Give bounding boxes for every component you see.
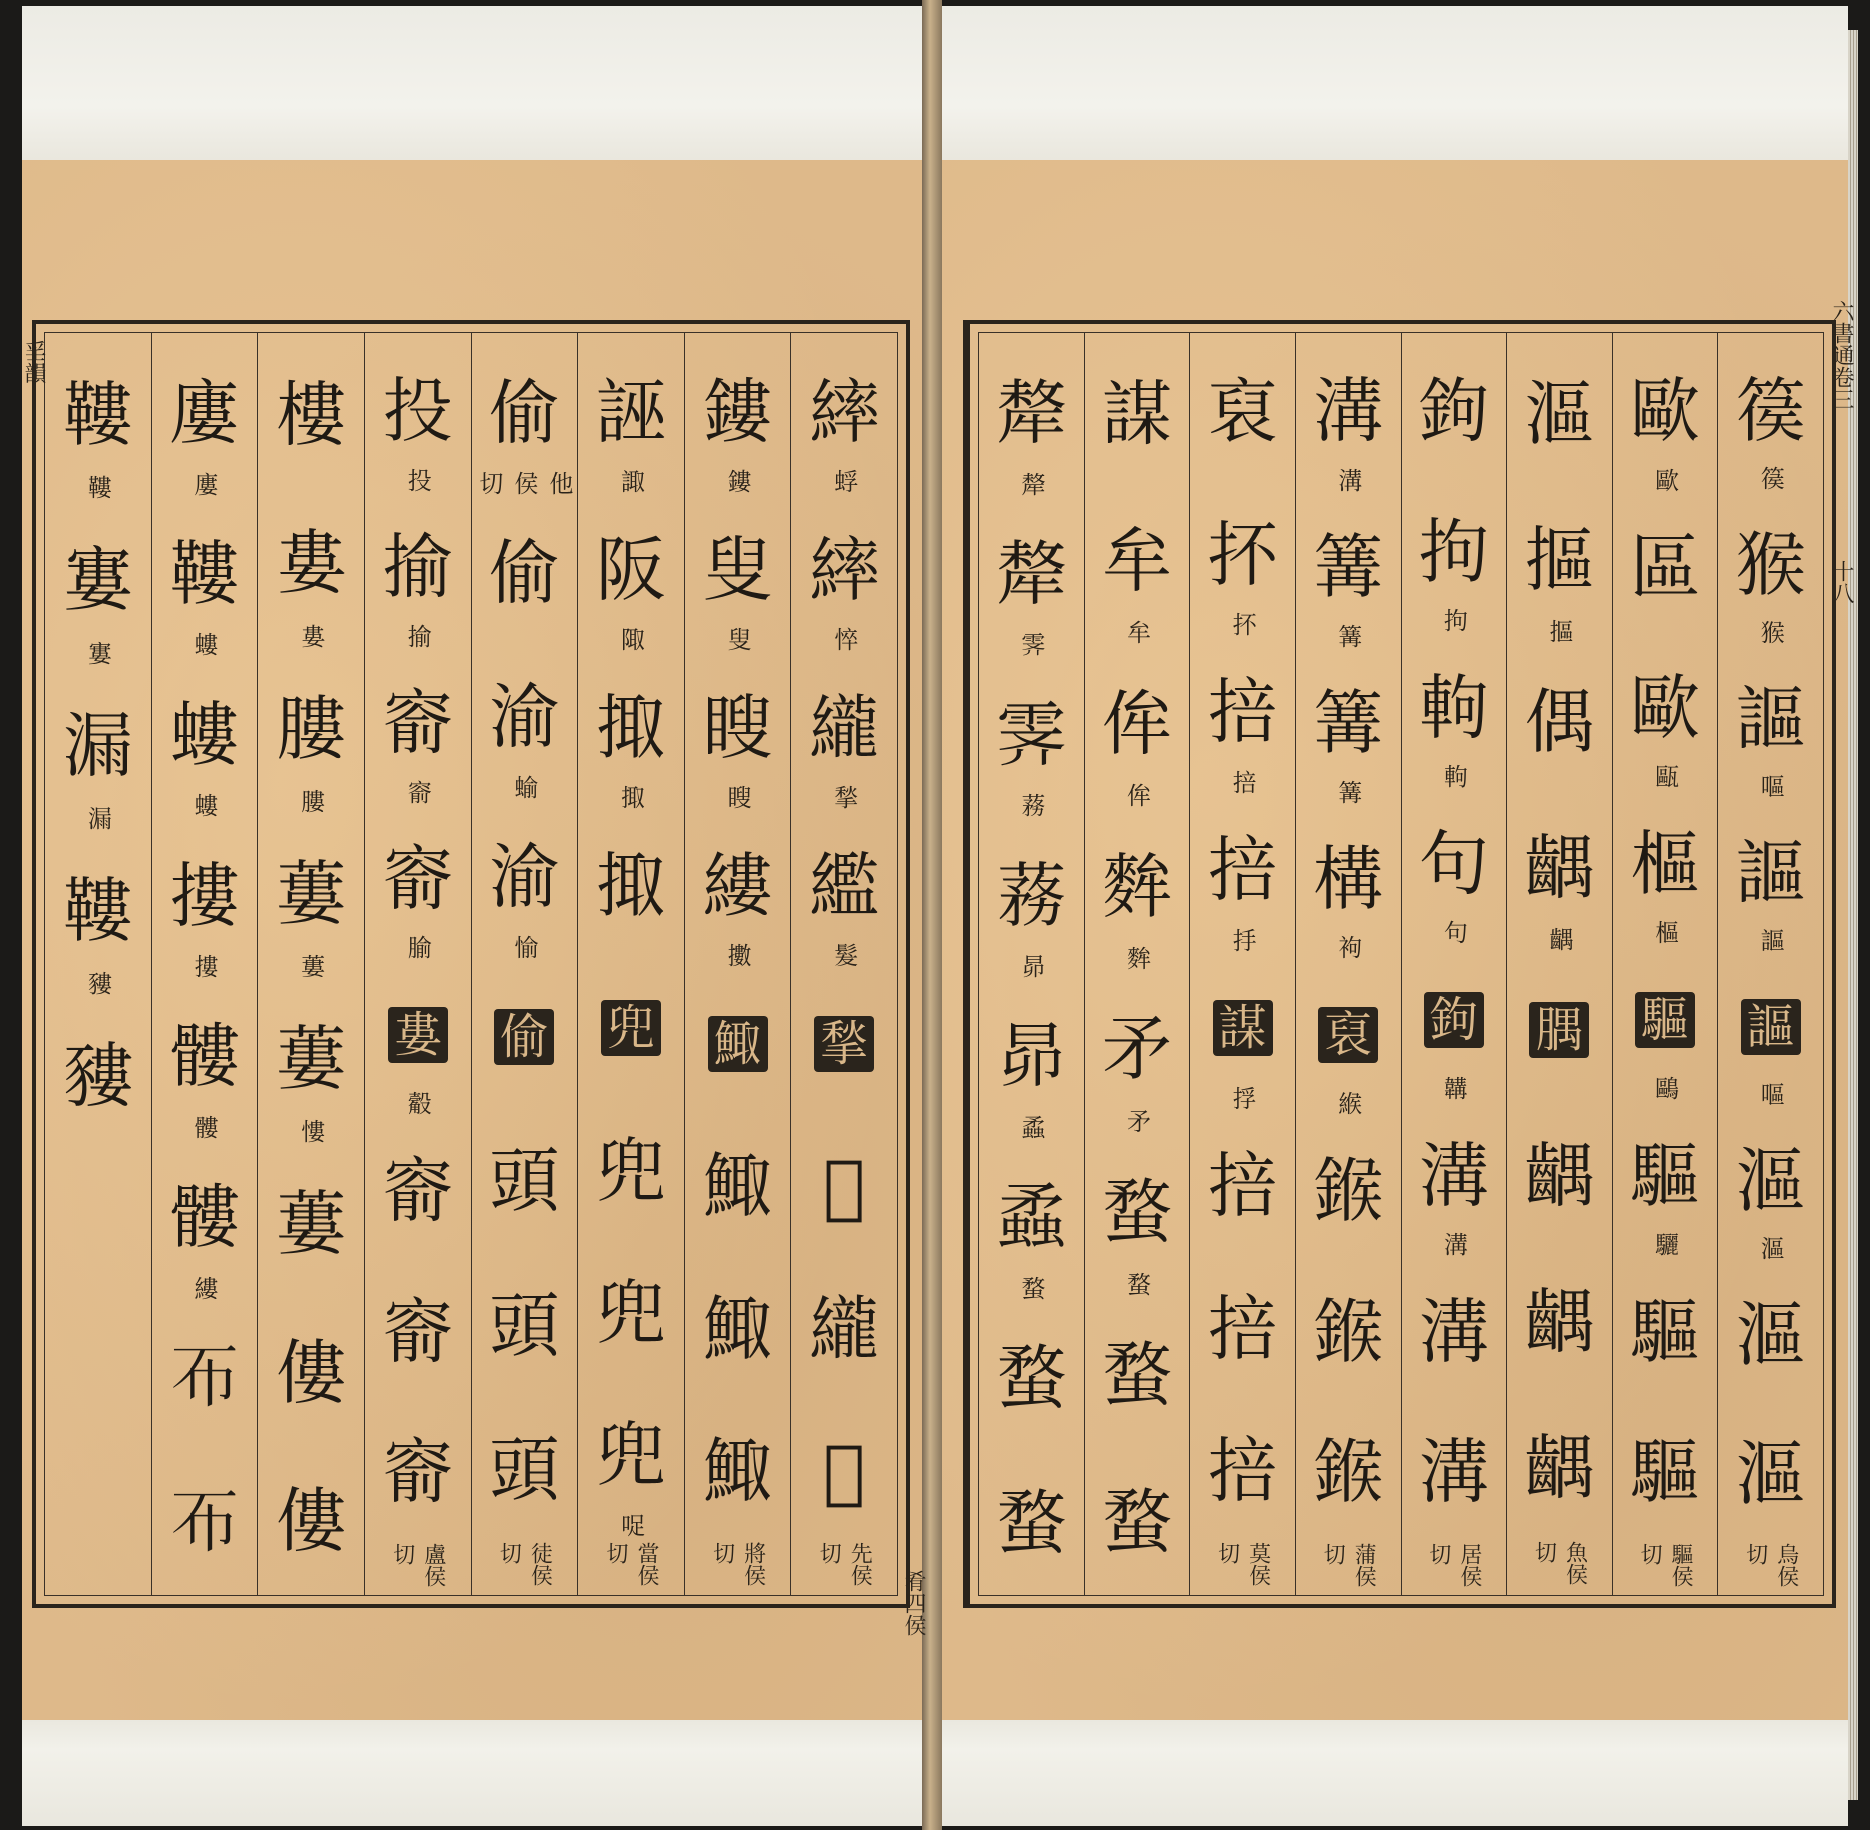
seal-character: 蝥 [1101, 1171, 1172, 1254]
seal-character: 阪 [595, 529, 666, 612]
fanqie-reading: 莫侯切 [1214, 1542, 1271, 1587]
seal-character [1318, 965, 1378, 1106]
seal-character: 窬 [382, 682, 453, 765]
seal-character: 膢 [276, 687, 347, 770]
seal-character [708, 973, 768, 1115]
seal-character: 昴 [996, 1015, 1067, 1098]
fanqie-reading: 居侯切 [1425, 1542, 1482, 1587]
right-page-frame [963, 320, 1836, 1608]
text-column [1189, 333, 1295, 1595]
regular-script-note: 緱 [1333, 1091, 1362, 1116]
seal-character: 拘 [1418, 511, 1489, 594]
seal-character: 漚 [1735, 1293, 1806, 1376]
regular-script-note: 揫 [829, 785, 858, 810]
left-page-frame [32, 320, 910, 1608]
fanqie-reading: 當侯切 [602, 1542, 659, 1587]
regular-script-note: 蝓 [509, 775, 538, 800]
fanqie-reading: 徒侯切 [496, 1541, 553, 1586]
seal-character: 謳 [1735, 831, 1806, 914]
seal-character: 𢁓 [169, 1337, 240, 1420]
regular-script-note: 䝏 [83, 971, 112, 996]
regular-script-note: 拘 [1439, 608, 1468, 633]
regular-script-note: 螻 [189, 793, 218, 818]
text-column [364, 333, 471, 1595]
regular-script-note: 廔 [189, 471, 218, 496]
regular-script-note: 髮 [829, 943, 858, 968]
regular-script-note: 哫 [616, 1512, 645, 1537]
regular-script-note: 窬 [403, 779, 432, 804]
regular-script-note: 摟 [189, 954, 218, 978]
seal-character: 謀 [1101, 373, 1172, 456]
regular-script-note: 甌 [1650, 764, 1679, 789]
seal-character: 漚 [1735, 1139, 1806, 1222]
regular-script-note: 螻 [189, 632, 218, 657]
seal-character: 掊 [1207, 1145, 1278, 1228]
seal-character: 偷 [489, 372, 560, 455]
regular-script-note: 鷗 [1650, 1076, 1679, 1101]
fanqie-reading: 先侯切 [816, 1542, 873, 1587]
regular-script-note: 猴 [1756, 620, 1785, 645]
seal-character: 猴 [1735, 523, 1806, 606]
regular-script-note: 昴 [1016, 954, 1045, 978]
page-stack [1848, 30, 1858, 1800]
seal-character: 𢁓 [169, 1481, 240, 1564]
fanqie-reading: 魚侯切 [1531, 1540, 1588, 1585]
seal-character: 瞍 [702, 687, 773, 770]
seal-character: 蝥 [996, 1481, 1067, 1564]
seal-character [494, 965, 554, 1109]
regular-script-note: 溝 [1439, 1232, 1468, 1257]
seal-character: 犛 [996, 533, 1067, 616]
seal-character: 鞻 [62, 869, 133, 952]
seal-character: 兜 [595, 1272, 666, 1355]
seal-character: 婁 [276, 522, 347, 605]
seal-character: 鯫 [702, 1287, 773, 1370]
seal-character: 篝 [1313, 526, 1384, 609]
seal-character: 蟊 [996, 1176, 1067, 1259]
seal-character: 摟 [169, 854, 240, 937]
seal-character: 蝥 [996, 1337, 1067, 1420]
rhyme-head-stamp: 裒 [1318, 1007, 1378, 1063]
seal-character: 溝 [1418, 1431, 1489, 1514]
rhyme-head-stamp: 偷 [494, 1009, 554, 1065]
seal-character: 驅 [1630, 1290, 1701, 1373]
seal-character: 漚 [1524, 372, 1595, 455]
seal-character: 窬 [382, 1431, 453, 1514]
seal-character: 窬 [382, 1149, 453, 1232]
right-top-label: 十八 [1829, 560, 1854, 604]
regular-script-note: 蝥 [1016, 1275, 1045, 1300]
fanqie-reading: 烏侯切 [1742, 1543, 1799, 1588]
text-column [1612, 333, 1718, 1595]
seal-character: 裒 [1207, 371, 1278, 454]
fanqie-reading: 將侯切 [709, 1542, 766, 1587]
seal-character: 掊 [1207, 1287, 1278, 1370]
seal-character: 矛 [1101, 1008, 1172, 1091]
seal-character: 頭 [489, 1140, 560, 1223]
regular-script-note: 謳 [1756, 928, 1785, 953]
regular-script-note: 寠 [83, 640, 112, 665]
seal-character: 侔 [1101, 682, 1172, 765]
regular-script-note: 齵 [1544, 926, 1573, 951]
seal-character: 鍭 [1313, 1290, 1384, 1373]
seal-character: 掊 [1207, 671, 1278, 754]
rhyme-head-stamp: 謀 [1213, 1000, 1273, 1056]
seal-character: 漏 [62, 704, 133, 787]
seal-character: 兜 [595, 1414, 666, 1497]
seal-character: 廔 [169, 372, 240, 455]
seal-character: 蓩 [996, 854, 1067, 937]
seal-character: 誣 [595, 371, 666, 454]
text-column [1717, 333, 1823, 1595]
regular-script-note: 歐 [1650, 467, 1679, 492]
regular-script-note: 漚 [1756, 1236, 1785, 1261]
right-columns [979, 333, 1823, 1595]
seal-character [601, 957, 661, 1099]
seal-character: 溝 [1418, 1290, 1489, 1373]
seal-character [1635, 949, 1695, 1090]
regular-script-note: 樞 [1650, 920, 1679, 945]
seal-character: 齵 [1524, 827, 1595, 910]
seal-character: 軥 [1418, 667, 1489, 749]
seal-character: 謳 [1735, 677, 1806, 760]
text-column [790, 333, 897, 1595]
seal-character: 霁 [996, 693, 1067, 776]
regular-script-note: 蜉 [829, 469, 858, 494]
seal-character: 句 [1418, 822, 1489, 905]
seal-character: 髏 [169, 1015, 240, 1098]
text-column [471, 333, 578, 1595]
regular-script-note: 慺 [296, 1119, 325, 1144]
regular-script-note: 諏 [616, 469, 645, 494]
seal-character: 麰 [1101, 845, 1172, 928]
regular-script-note: 觳 [403, 1091, 432, 1116]
seal-character: 蔞 [276, 852, 347, 935]
regular-script-note: 蔞 [296, 954, 325, 979]
regular-script-note: 漏 [83, 805, 112, 830]
seal-character: 歐 [1630, 370, 1701, 453]
seal-character: 䝏 [62, 1035, 133, 1118]
regular-script-note: 袧 [1333, 935, 1362, 960]
regular-script-note: 嘔 [1756, 1082, 1785, 1107]
seal-character: 螻 [169, 693, 240, 776]
rhyme-head-stamp: 兜 [601, 1000, 661, 1056]
rhyme-head-stamp: 鯫 [708, 1016, 768, 1072]
seal-character [388, 965, 448, 1106]
seal-character: 𦈏 [823, 1145, 866, 1228]
regular-script-note: 捊 [1228, 1085, 1257, 1110]
seal-character: 窬 [382, 838, 453, 921]
fanqie-reading: 蒲侯切 [1320, 1542, 1377, 1587]
regular-script-note: 婁 [296, 623, 325, 648]
seal-character: 樓 [276, 374, 347, 457]
regular-script-note: 溝 [1333, 467, 1362, 492]
regular-script-note: 矛 [1122, 1108, 1151, 1133]
seal-character: 齵 [1524, 1427, 1595, 1510]
regular-script-note: 他侯切 [474, 471, 573, 496]
seal-character: 齵 [1524, 1135, 1595, 1218]
seal-character [1424, 949, 1484, 1090]
regular-script-note: 掫 [616, 785, 645, 810]
rhyme-head-stamp: 謳 [1741, 999, 1801, 1055]
regular-script-note: 腧 [403, 935, 432, 960]
seal-character: 歐 [1630, 667, 1701, 749]
fanqie-reading: 盧侯切 [389, 1542, 446, 1587]
regular-script-note: 揄 [403, 623, 432, 648]
regular-script-note: 牟 [1122, 619, 1151, 644]
regular-script-note: 抔 [1228, 611, 1257, 636]
regular-script-note: 篝 [1333, 779, 1362, 804]
seal-character: 篝 [1313, 682, 1384, 765]
rhyme-head-stamp: 揫 [814, 1016, 874, 1072]
seal-character: 牟 [1101, 519, 1172, 602]
regular-script-note: 陬 [616, 627, 645, 652]
regular-script-note: 愉 [509, 935, 538, 960]
seal-character: 縷 [702, 845, 773, 928]
regular-script-note: 驪 [1650, 1232, 1679, 1257]
regular-script-note: 抙 [1228, 927, 1257, 952]
seal-character: 鏤 [702, 371, 773, 454]
regular-script-note: 擻 [723, 943, 752, 968]
left-columns [45, 333, 897, 1595]
seal-character: 掊 [1207, 1430, 1278, 1513]
seal-character: 構 [1313, 838, 1384, 921]
regular-script-note: 韝 [1439, 1076, 1468, 1101]
text-column [45, 333, 151, 1595]
seal-character: 叟 [702, 529, 773, 612]
regular-script-note: 瞍 [723, 785, 752, 810]
text-column [257, 333, 364, 1595]
book-gutter [922, 0, 942, 1830]
rhyme-head-stamp: 腢 [1529, 1002, 1589, 1058]
rhyme-head-stamp: 鉤 [1424, 992, 1484, 1048]
seal-character: 掊 [1207, 829, 1278, 912]
regular-script-note: 犛 [1016, 471, 1045, 496]
seal-character [1741, 957, 1801, 1096]
seal-character: 蝥 [1101, 1334, 1172, 1417]
seal-character: 掫 [595, 845, 666, 928]
regular-script-note: 膢 [296, 788, 325, 813]
seal-character: 頭 [489, 1284, 560, 1367]
regular-script-note: 鏤 [723, 469, 752, 494]
regular-script-note: 髏 [189, 1114, 218, 1139]
seal-character: 䌬 [809, 687, 880, 770]
regular-script-note: 悴 [829, 627, 858, 652]
text-column [684, 333, 791, 1595]
seal-character: 寠 [62, 539, 133, 622]
fanqie-reading: 驅侯切 [1637, 1542, 1694, 1587]
regular-script-note: 鞻 [83, 475, 112, 500]
right-margin-label: 六書通卷三 [1829, 300, 1854, 410]
seal-character: 繂 [809, 529, 880, 612]
seal-character: 鯫 [702, 1145, 773, 1228]
text-column [1506, 333, 1612, 1595]
seal-character: 犛 [996, 372, 1067, 455]
regular-script-note: 投 [403, 467, 432, 492]
seal-character: 頭 [489, 1428, 560, 1511]
left-inner-border [44, 332, 898, 1596]
seal-character: 投 [382, 370, 453, 453]
regular-script-note: 麰 [1122, 945, 1151, 970]
seal-character: 漚 [1735, 1432, 1806, 1515]
seal-character: 渝 [489, 836, 560, 919]
seal-character: 摳 [1524, 518, 1595, 601]
regular-script-note: 篝 [1333, 623, 1362, 648]
seal-character: 蔞 [276, 1183, 347, 1266]
seal-character: 兜 [595, 1129, 666, 1212]
regular-script-note: 霁 [1016, 632, 1045, 657]
seal-character: 溝 [1418, 1134, 1489, 1217]
seal-character: 鉤 [1418, 370, 1489, 453]
seal-character: 偷 [489, 532, 560, 615]
seal-character: 鞻 [62, 374, 133, 457]
seal-character: 𦈏 [823, 1430, 866, 1513]
regular-script-note: 掊 [1228, 769, 1257, 794]
rhyme-head-stamp: 婁 [388, 1007, 448, 1063]
seal-character: 篌 [1735, 369, 1806, 452]
seal-character [814, 973, 874, 1115]
right-inner-border [978, 332, 1824, 1596]
text-column [1401, 333, 1507, 1595]
left-bottom-label: 肴四侯 [901, 1570, 926, 1636]
seal-character: 僂 [276, 1331, 347, 1414]
seal-character: 樞 [1630, 822, 1701, 905]
seal-character [1213, 957, 1273, 1099]
seal-character: 驅 [1630, 1431, 1701, 1514]
seal-character: 驅 [1630, 1134, 1701, 1217]
regular-script-note: 蝥 [1122, 1271, 1151, 1296]
seal-character: 䌬 [809, 1287, 880, 1370]
rhyme-head-stamp: 驅 [1635, 992, 1695, 1048]
seal-character: 僂 [276, 1479, 347, 1562]
seal-character: 鍭 [1313, 1431, 1384, 1514]
regular-script-note: 摳 [1544, 618, 1573, 643]
regular-script-note: 蓩 [1016, 793, 1045, 818]
seal-character [1529, 957, 1589, 1103]
text-column [1084, 333, 1190, 1595]
text-column [577, 333, 684, 1595]
seal-character: 揄 [382, 526, 453, 609]
text-column [151, 333, 258, 1595]
left-margin-label: 㸒韻 [21, 340, 46, 384]
seal-character: 渝 [489, 676, 560, 759]
seal-character: 鞻 [169, 533, 240, 616]
seal-character: 繂 [809, 371, 880, 454]
text-column [979, 333, 1084, 1595]
regular-script-note: 軥 [1439, 764, 1468, 789]
seal-character: 髏 [169, 1176, 240, 1259]
regular-script-note: 蟊 [1016, 1114, 1045, 1139]
seal-character: 齵 [1524, 1281, 1595, 1364]
regular-script-note: 嘔 [1756, 774, 1785, 799]
regular-script-note: 句 [1439, 920, 1468, 945]
seal-character: 區 [1630, 526, 1701, 609]
regular-script-note: 叟 [723, 627, 752, 652]
regular-script-note: 篌 [1756, 466, 1785, 491]
seal-character: 抔 [1207, 513, 1278, 596]
seal-character: 窬 [382, 1290, 453, 1373]
seal-character: 掫 [595, 687, 666, 770]
seal-character: 偶 [1524, 681, 1595, 764]
regular-script-note: 侔 [1122, 782, 1151, 807]
seal-character: 溝 [1313, 370, 1384, 453]
seal-character: 繿 [809, 845, 880, 928]
seal-character: 蔞 [276, 1018, 347, 1101]
seal-character: 鯫 [702, 1430, 773, 1513]
text-column [1295, 333, 1401, 1595]
seal-character: 鍭 [1313, 1149, 1384, 1232]
seal-character: 蝥 [1101, 1480, 1172, 1563]
regular-script-note: 縷 [189, 1275, 218, 1300]
